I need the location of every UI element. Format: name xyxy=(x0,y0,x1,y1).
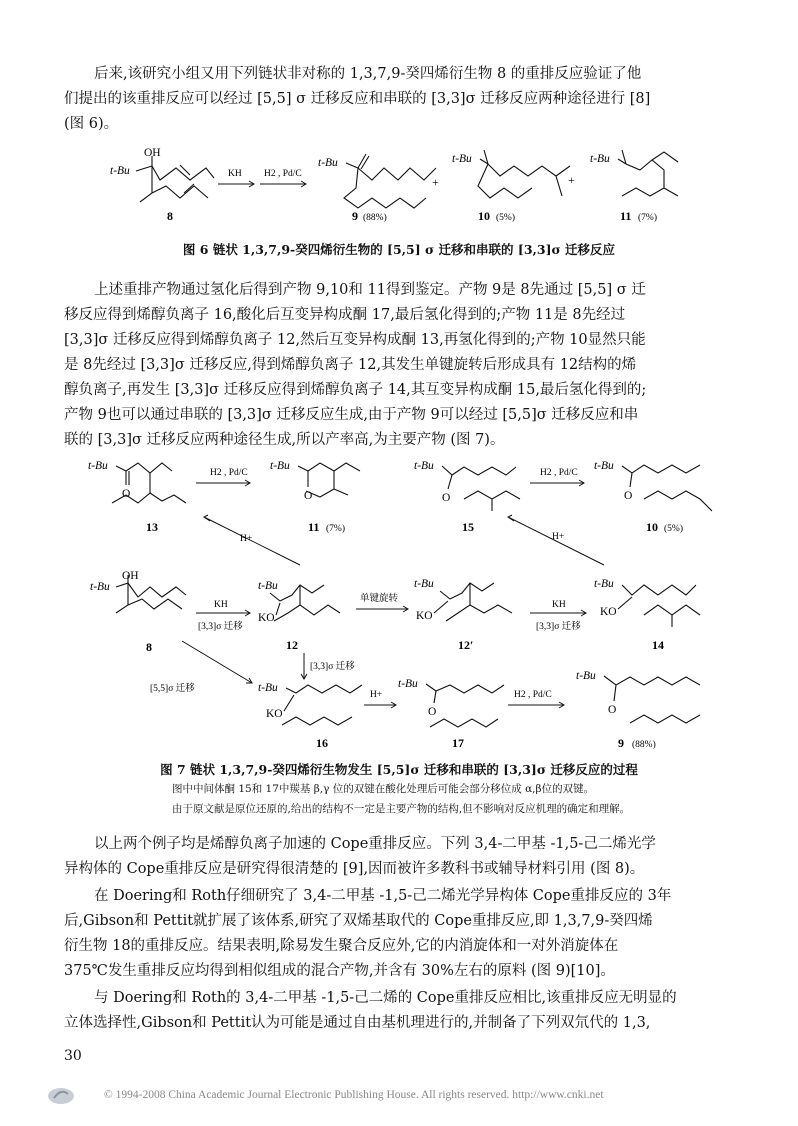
compound-label: 10 xyxy=(646,520,658,534)
reagent-h2-pd: H2 , Pd/C xyxy=(264,169,302,179)
yield-label: (7%) xyxy=(638,213,657,223)
compound-label: 9 xyxy=(352,209,358,223)
shift-33-label: [3,3]σ 迁移 xyxy=(198,622,243,632)
text-line: 在 Doering和 Roth仔细研究了 3,4-二甲基 -1,5-己二烯光学异构体 Cope重排反应的 3年 xyxy=(94,888,672,904)
text-line: 异构体的 Cope重排反应是研究得很清楚的 [9],因而被许多教科书或辅导材料引用 (图 8)。 xyxy=(64,861,645,877)
page-number: 30 xyxy=(64,1048,82,1064)
compound-label: 12 xyxy=(286,638,298,652)
text-line: [3,3]σ 迁移反应得到烯醇负离子 12,然后互变异构成酮 13,再氢化得到的;产物 10显然只能 xyxy=(64,332,646,348)
paragraph-intro xyxy=(64,62,734,137)
reagent-h-plus: H+ xyxy=(240,534,253,544)
compound-label: 14 xyxy=(652,638,664,652)
reaction-arrow xyxy=(182,641,252,683)
reagent-h2-pd: H2 , Pd/C xyxy=(514,690,552,700)
compound-11-structure xyxy=(270,460,360,502)
compound-12-structure xyxy=(258,580,340,624)
reagent-h2-pd: H2 , Pd/C xyxy=(540,468,578,478)
o-atom: O xyxy=(624,490,633,502)
tbu-group: t-Bu xyxy=(594,578,614,590)
text-line: 后来,该研究小组又用下列链状非对称的 1,3,7,9-癸四烯衍生物 8 的重排反应验证了他 xyxy=(94,66,642,82)
tbu-group: t-Bu xyxy=(590,153,610,165)
ko-group: KO xyxy=(600,606,617,618)
o-atom: O xyxy=(428,706,437,718)
yield-label: (7%) xyxy=(326,524,345,534)
text-line: 立体选择性,Gibson和 Pettit认为可能是通过自由基机理进行的,并制备了下列双氘代的 1,3, xyxy=(64,1015,651,1031)
compound-label: 13 xyxy=(146,520,158,534)
ko-group: KO xyxy=(416,610,433,622)
product-9-structure xyxy=(318,154,436,208)
tbu-group: t-Bu xyxy=(270,460,290,472)
compound-12-prime-structure xyxy=(414,578,512,622)
text-line: 移反应得到烯醇负离子 16,酸化后互变异构成酮 17,最后氢化得到的;产物 11是 8先经过 xyxy=(64,307,626,323)
compound-8-structure xyxy=(110,147,214,202)
text-line: 以上两个例子均是烯醇负离子加速的 Cope重排反应。下列 3,4-二甲基 -1,5-己二烯光学 xyxy=(94,836,656,852)
figure-7-note: 图中中间体酮 15和 17中羰基 β,γ 位的双键在酸化处理后可能会部分移位成 α,β位的双键。 xyxy=(172,783,595,795)
tbu-group: t-Bu xyxy=(594,460,614,472)
paragraph-gibson-pettit xyxy=(64,884,734,984)
compound-10-structure xyxy=(594,460,712,511)
product-11-structure xyxy=(590,150,678,196)
compound-9-structure xyxy=(576,670,700,723)
compound-15-structure xyxy=(414,460,520,511)
compound-label: 8 xyxy=(146,640,152,654)
reagent-h-plus: H+ xyxy=(552,532,565,542)
reagent-kh: KH xyxy=(228,169,242,179)
tbu-group: t-Bu xyxy=(414,578,434,590)
oh-group: OH xyxy=(144,147,161,159)
text-line: 醇负离子,再发生 [3,3]σ 迁移反应得到烯醇负离子 14,其互变异构成酮 15,最后氢化得到的; xyxy=(64,382,647,398)
compound-label: 9 xyxy=(618,736,624,750)
compound-17-structure xyxy=(398,678,504,727)
reagent-h-plus: H+ xyxy=(370,690,383,700)
figure-7 xyxy=(0,455,798,755)
tbu-group: t-Bu xyxy=(88,460,108,472)
tbu-group: t-Bu xyxy=(576,670,596,682)
compound-14-structure xyxy=(594,578,700,627)
compound-label: 11 xyxy=(620,209,632,223)
text-line: 与 Doering和 Roth的 3,4-二甲基 -1,5-己二烯的 Cope重排反应相比,该重排反应无明显的 xyxy=(94,990,677,1006)
figure-6 xyxy=(0,138,798,234)
paragraph-discussion xyxy=(64,278,734,453)
o-atom: O xyxy=(304,490,313,502)
tbu-group: t-Bu xyxy=(110,165,130,177)
tbu-group: t-Bu xyxy=(414,460,434,472)
figure-7-caption: 图 7 链状 1,3,7,9-癸四烯衍生物发生 [5,5]σ 迁移和串联的 [3,3]σ 迁移反应的过程 xyxy=(160,762,638,777)
compound-8-structure xyxy=(90,570,186,613)
compound-label: 17 xyxy=(452,736,464,750)
text-line: (图 6)。 xyxy=(64,116,119,132)
compound-label: 11 xyxy=(308,520,320,534)
compound-13-structure xyxy=(88,460,186,503)
plus-sign: + xyxy=(568,173,575,187)
compound-label: 8 xyxy=(167,209,173,223)
shift-55-label: [5,5]σ 迁移 xyxy=(150,684,195,694)
paragraph-comparison xyxy=(64,986,734,1036)
o-atom: O xyxy=(442,492,451,504)
o-atom: O xyxy=(608,704,617,716)
text-line: 上述重排产物通过氢化后得到产物 9,10和 11得到鉴定。产物 9是 8先通过 [5,5] σ 迁 xyxy=(94,282,646,298)
reagent-h2-pd: H2 , Pd/C xyxy=(210,468,248,478)
product-10-structure xyxy=(452,150,570,198)
compound-label: 15 xyxy=(462,520,474,534)
shift-33-label: [3,3]σ 迁移 xyxy=(536,622,581,632)
yield-label: (88%) xyxy=(363,213,387,223)
compound-label: 12′ xyxy=(458,638,474,652)
rotation-label: 单键旋转 xyxy=(360,594,399,604)
compound-label: 10 xyxy=(478,209,490,223)
oh-group: OH xyxy=(122,570,139,582)
compound-16-structure xyxy=(258,682,362,725)
text-line: 产物 9也可以通过串联的 [3,3]σ 迁移反应生成,由于产物 9可以经过 [5,5]σ 迁移反应和串 xyxy=(64,407,639,423)
text-line: 衍生物 18的重排反应。结果表明,除易发生聚合反应外,它的内消旋体和一对外消旋体在 xyxy=(64,938,619,954)
tbu-group: t-Bu xyxy=(258,580,278,592)
reagent-kh: KH xyxy=(552,600,566,610)
yield-label: (5%) xyxy=(664,524,683,534)
tbu-group: t-Bu xyxy=(452,153,472,165)
ko-group: KO xyxy=(266,708,283,720)
plus-sign: + xyxy=(432,175,439,189)
tbu-group: t-Bu xyxy=(318,157,338,169)
text-line: 们提出的该重排反应可以经过 [5,5] σ 迁移反应和串联的 [3,3]σ 迁移反应两种途径进行 [8] xyxy=(64,91,651,107)
o-atom: O xyxy=(122,488,131,500)
compound-label: 16 xyxy=(316,736,328,750)
yield-label: (5%) xyxy=(496,213,515,223)
reagent-kh: KH xyxy=(214,600,228,610)
paragraph-cope-examples xyxy=(64,832,734,882)
copyright-footer: © 1994-2008 China Academic Journal Electronic Publishing House. All rights reserved. http://www.cnki.net xyxy=(104,1089,604,1101)
tbu-group: t-Bu xyxy=(90,581,110,593)
text-line: 联的 [3,3]σ 迁移反应两种途径生成,所以产率高,为主要产物 (图 7)。 xyxy=(64,432,505,448)
figure-7-note: 由于原文献是原位还原的,给出的结构不一定是主要产物的结构,但不影响对反应机理的确定和理解。 xyxy=(172,803,631,815)
text-line: 是 8先经过 [3,3]σ 迁移反应,得到烯醇负离子 12,其发生单键旋转后形成具有 12结构的烯 xyxy=(64,357,637,373)
tbu-group: t-Bu xyxy=(398,678,418,690)
ko-group: KO xyxy=(258,612,275,624)
cnki-logo-icon xyxy=(46,1086,76,1106)
shift-33-label: [3,3]σ 迁移 xyxy=(310,662,355,672)
tbu-group: t-Bu xyxy=(258,682,278,694)
yield-label: (88%) xyxy=(632,740,656,750)
text-line: 375℃发生重排反应均得到相似组成的混合产物,并含有 30%左右的原料 (图 9)[10]。 xyxy=(64,963,615,979)
figure-6-caption: 图 6 链状 1,3,7,9-癸四烯衍生物的 [5,5] σ 迁移和串联的 [3,3]σ 迁移反应 xyxy=(182,242,616,257)
text-line: 后,Gibson和 Pettit就扩展了该体系,研究了双烯基取代的 Cope重排反应,即 1,3,7,9-癸四烯 xyxy=(64,913,653,929)
